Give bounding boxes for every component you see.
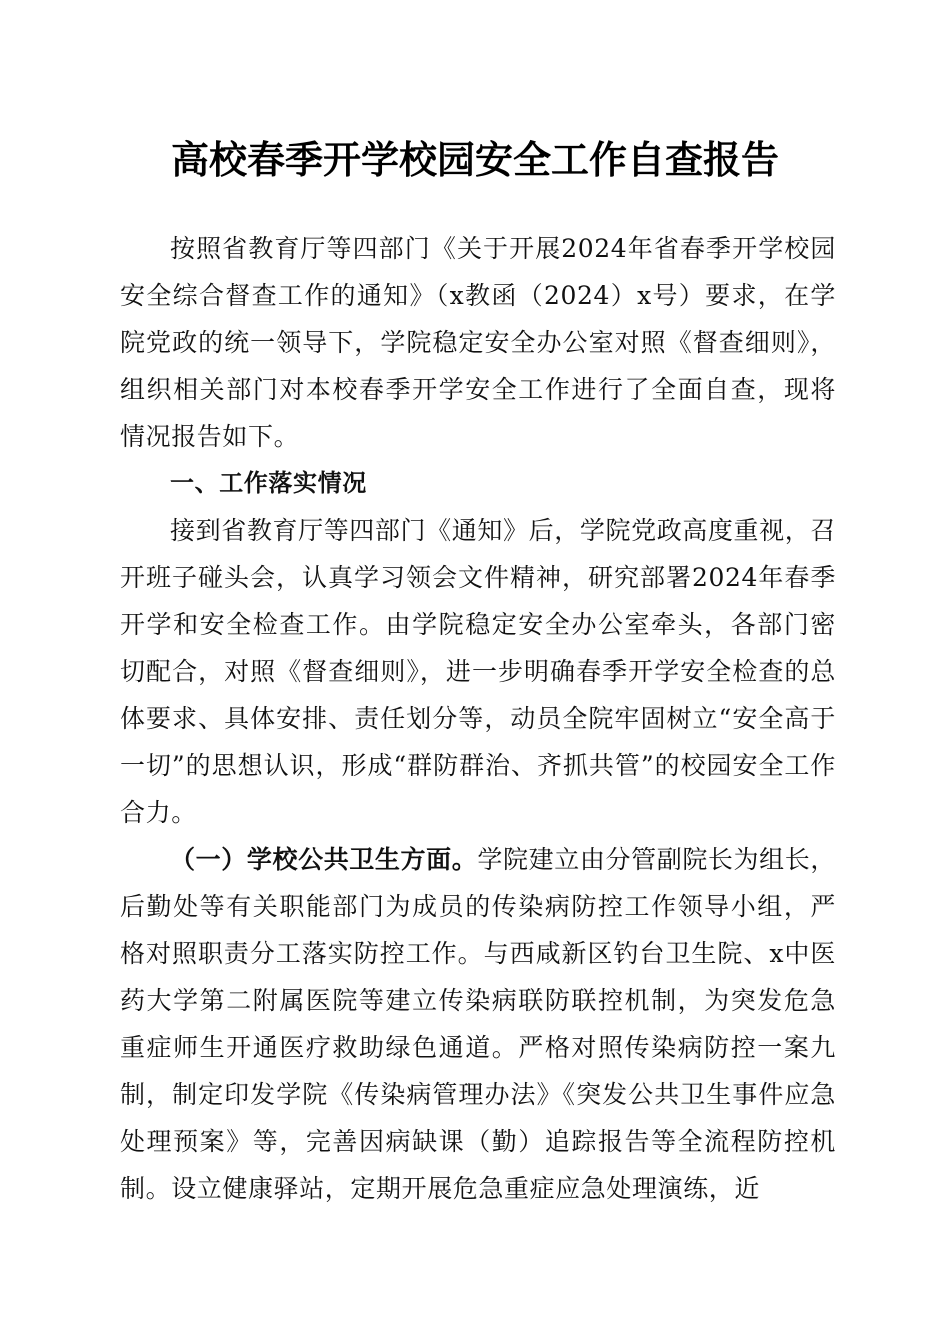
public-health-paragraph: [120, 836, 836, 1212]
document-title: 高校春季开学校园安全工作自查报告: [170, 137, 779, 182]
document-body: [120, 225, 836, 1212]
public-health-text: 学院建立由分管副院长为组长，后勤处等有关职能部门为成员的传染病防控工作领导小组，严格对照职责分工落实防控工作。与西咸新区钓台卫生院、x中医药大学第二附属医院等建立传染病联防联控机制，为突发危急重症师生开通医疗救助绿色通道。严格对照传染病防控一案九制，制定印发学院《传染病管理办法》《突发公共卫生事件应急处理预案》等，完善因病缺课（勤）追踪报告等全流程防控机制。设立健康驿站，定期开展危急重症应急处理演练，近: [120, 845, 836, 1203]
public-health-lead: （一）学校公共卫生方面。: [170, 845, 478, 874]
intro-paragraph: 按照省教育厅等四部门《关于开展2024年省春季开学校园安全综合督查工作的通知》（x教函（2024）x号）要求，在学院党政的统一领导下，学院稳定安全办公室对照《督查细则》，组织相关部门对本校春季开学安全工作进行了全面自查，现将情况报告如下。: [120, 234, 836, 451]
section1-paragraph: 接到省教育厅等四部门《通知》后，学院党政高度重视，召开班子碰头会，认真学习领会文件精神，研究部署2024年春季开学和安全检查工作。由学院稳定安全办公室牵头，各部门密切配合，对照《督查细则》，进一步明确春季开学安全检查的总体要求、具体安排、责任划分等，动员全院牢固树立“安全高于一切”的思想认识，形成“群防群治、齐抓共管”的校园安全工作合力。: [120, 516, 836, 827]
section-heading-work-implementation: 一、工作落实情况: [170, 469, 367, 497]
